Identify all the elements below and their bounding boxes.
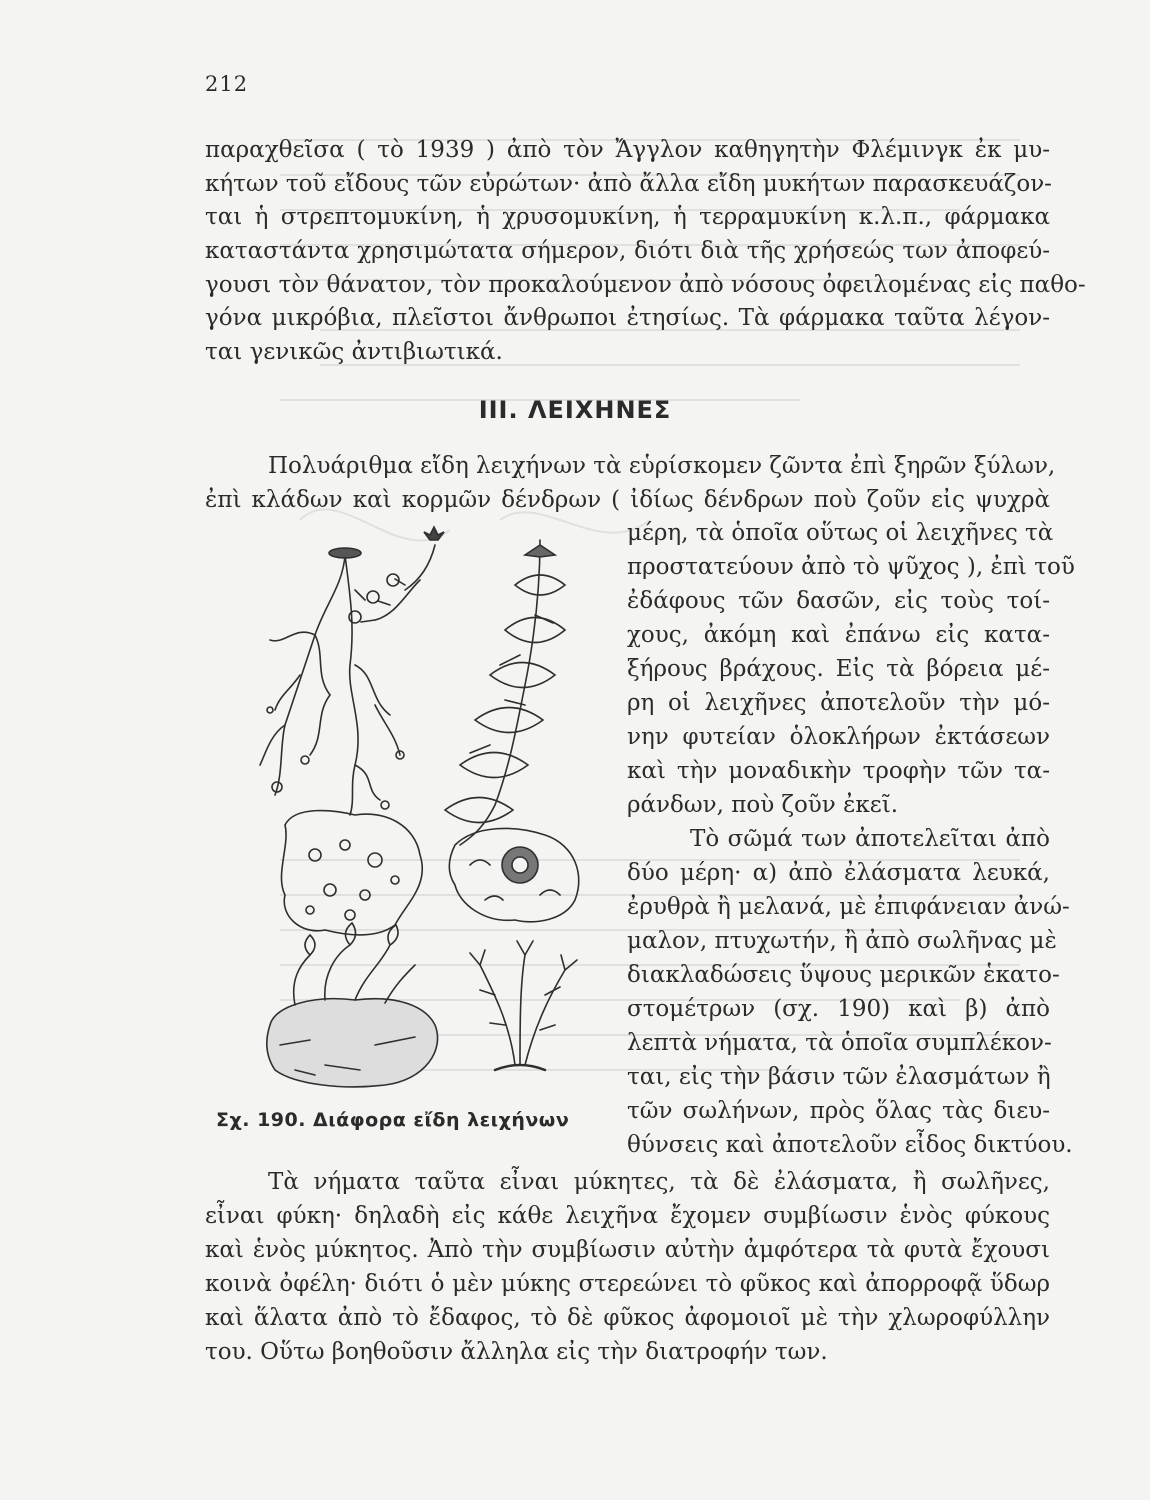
rock-lichen-drawing <box>267 923 438 1087</box>
text-line: νην φυτείαν ὁλοκλήρων ἐκτάσεων <box>627 724 1050 750</box>
text-line: γουσι τὸν θάνατον, τὸν προκαλούμενον ἀπὸ νόσους ὀφειλομένας εἰς παθο- <box>205 272 1086 298</box>
foliose-stem-lichen-drawing <box>445 540 565 845</box>
text-line: καὶ ἅλατα ἀπὸ τὸ ἔδαφος, τὸ δὲ φῦκος ἀφομοιοῖ μὲ τὴν χλωροφύλλην <box>205 1305 1050 1331</box>
fruticose-lichen-drawing <box>260 548 404 815</box>
text-line: μέρη, τὰ ὁποῖα οὕτως οἱ λειχῆνες τὰ <box>627 520 1054 546</box>
text-line: τῶν σωλήνων, πρὸς ὅλας τὰς διευ- <box>627 1098 1050 1124</box>
page-number: 212 <box>205 72 249 96</box>
text-line: του. Οὕτω βοηθοῦσιν ἄλληλα εἰς τὴν διατροφήν των. <box>205 1339 828 1365</box>
text-line: ἐπὶ κλάδων καὶ κορμῶν δένδρων ( ἰδίως δένδρων ποὺ ζοῦν εἰς ψυχρὰ <box>205 487 1050 513</box>
text-line: καταστάντα χρησιμώτατα σήμερον, διότι διὰ τῆς χρήσεώς των ἀποφεύ- <box>205 238 1050 264</box>
text-line: δύο μέρη· α) ἀπὸ ἐλάσματα λευκά, <box>627 860 1050 886</box>
text-line: καὶ τὴν μοναδικὴν τροφὴν τῶν τα- <box>627 758 1050 784</box>
figure-caption: Σχ. 190. Διάφορα εἴδη λειχήνων <box>216 1109 570 1131</box>
bushy-lichen-drawing <box>470 941 577 1070</box>
text-line: θύνσεις καὶ ἀποτελοῦν εἶδος δικτύου. <box>627 1132 1073 1158</box>
text-line: εἶναι φύκη· δηλαδὴ εἰς κάθε λειχῆνα ἔχομεν συμβίωσιν ἑνὸς φύκους <box>205 1203 1050 1229</box>
text-line: γόνα μικρόβια, πλεῖστοι ἄνθρωποι ἐτησίως. Τὰ φάρμακα ταῦτα λέγον- <box>205 305 1050 331</box>
text-line: κήτων τοῦ εἴδους τῶν εὐρώτων· ἀπὸ ἄλλα εἴδη μυκήτων παρασκευάζον- <box>205 171 1052 197</box>
text-line: Τὸ σῶμά των ἀποτελεῖται ἀπὸ <box>690 826 1050 852</box>
text-line: ράνδων, ποὺ ζοῦν ἐκεῖ. <box>627 792 899 818</box>
cup-lichen-drawing <box>349 527 444 623</box>
crustose-lichen-drawing <box>281 811 422 935</box>
section-heading: III. ΛΕΙΧΗΝΕΣ <box>478 396 672 424</box>
lichen-illustration <box>255 525 610 1100</box>
text-line: ἐδάφους τῶν δασῶν, εἰς τοὺς τοί- <box>627 588 1050 614</box>
text-line: μαλον, πτυχωτήν, ἢ ἀπὸ σωλῆνας μὲ <box>627 928 1057 954</box>
text-line: Τὰ νήματα ταῦτα εἶναι μύκητες, τὰ δὲ ἐλάσματα, ἢ σωλῆνες, <box>268 1169 1050 1195</box>
text-line: κοινὰ ὀφέλη· διότι ὁ μὲν μύκης στερεώνει τὸ φῦκος καὶ ἀπορροφᾷ ὕδωρ <box>205 1271 1050 1297</box>
text-line: ται ἡ στρεπτομυκίνη, ἡ χρυσομυκίνη, ἡ τερραμυκίνη κ.λ.π., φάρμακα <box>205 204 1050 230</box>
text-line: διακλαδώσεις ὕψους μερικῶν ἑκατο- <box>627 962 1060 988</box>
text-line: ρη οἱ λειχῆνες ἀποτελοῦν τὴν μό- <box>627 690 1050 716</box>
text-line: καὶ ἑνὸς μύκητος. Ἀπὸ τὴν συμβίωσιν αὐτὴν ἀμφότερα τὰ φυτὰ ἔχουσι <box>205 1237 1050 1263</box>
text-line: ξήρους βράχους. Εἰς τὰ βόρεια μέ- <box>627 656 1050 682</box>
text-line: ται, εἰς τὴν βάσιν τῶν ἐλασμάτων ἢ <box>627 1064 1051 1090</box>
leafy-lichen-drawing <box>449 828 579 921</box>
text-line: ται γενικῶς ἀντιβιωτικά. <box>205 339 503 365</box>
text-line: στομέτρων (σχ. 190) καὶ β) ἀπὸ <box>627 996 1050 1022</box>
text-line: λεπτὰ νήματα, τὰ ὁποῖα συμπλέκον- <box>627 1030 1052 1056</box>
text-line: χους, ἀκόμη καὶ ἐπάνω εἰς κατα- <box>627 622 1050 648</box>
text-line: προστατεύουν ἀπὸ τὸ ψῦχος ), ἐπὶ τοῦ <box>627 554 1075 580</box>
text-line: Πολυάριθμα εἴδη λειχήνων τὰ εὑρίσκομεν ζῶντα ἐπὶ ξηρῶν ξύλων, <box>268 453 1056 479</box>
text-line: παραχθεῖσα ( τὸ 1939 ) ἀπὸ τὸν Ἄγγλον καθηγητὴν Φλέμινγκ ἐκ μυ- <box>205 137 1050 163</box>
text-line: ἐρυθρὰ ἢ μελανά, μὲ ἐπιφάνειαν ἀνώ- <box>627 894 1070 920</box>
